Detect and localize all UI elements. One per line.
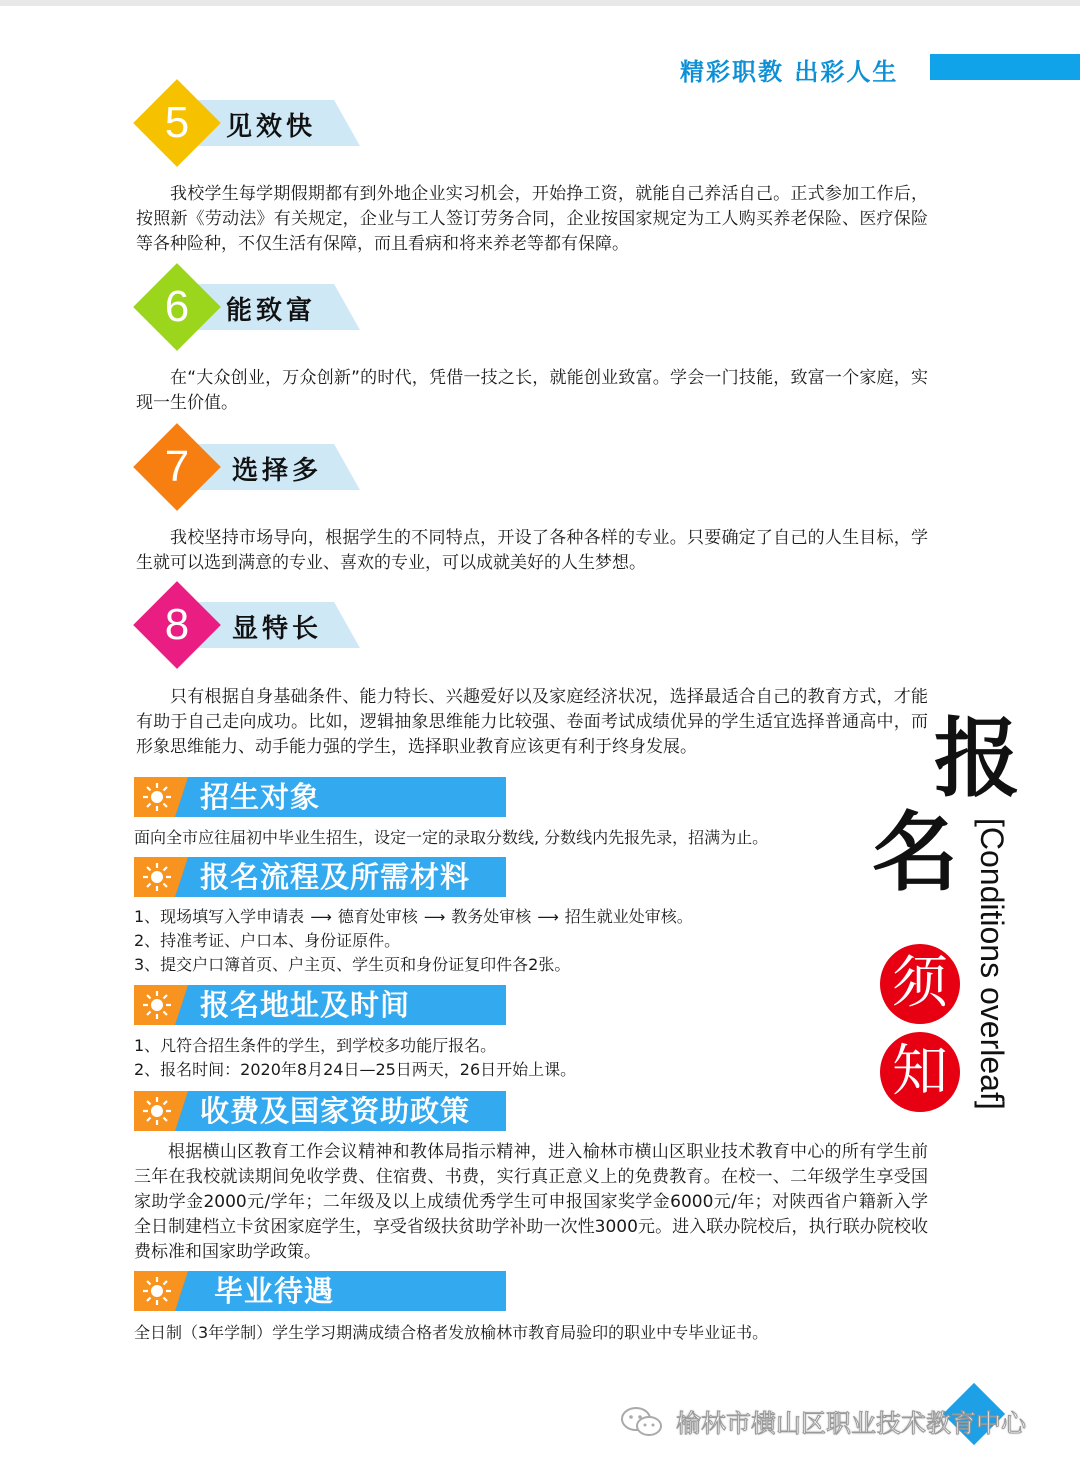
notice-char-ming: 名 [872,802,958,903]
feature-number: 8 [164,600,190,649]
feature-heading-7 [138,426,378,516]
sun-icon [142,1096,172,1126]
address-line-1: 1、凡符合招生条件的学生，到学校多功能厅报名。 [134,1036,497,1055]
process-step-3: 3、提交户口簿首页、户主页、学生页和身份证复印件各2张。 [134,955,571,974]
section-title-fees: 收费及国家资助政策 [200,1094,471,1128]
process-step-moral: 德育处审核 [337,907,418,926]
target-text: 面向全市应往届初中毕业生招生，设定一定的录取分数线, 分数线内先报先录，招满为止。 [134,828,769,847]
sun-icon [142,990,172,1020]
sun-icon [142,862,172,892]
footer-watermark-text: 榆林市横山区职业技术教育中心 [676,1409,1027,1438]
address-line-2: 2、报名时间：2020年8月24日—25日两天，26日开始上课。 [134,1060,577,1079]
feature-title: 能致富 [226,296,317,326]
feature-text-7: 我校坚持市场导向，根据学生的不同特点，开设了各种各样的专业。只要确定了自己的人生目标，学生就可以选到满意的专业、喜欢的专业，可以成就美好的人生梦想。 [136,528,928,573]
header-slogan: 精彩职教 出彩人生 [680,58,899,86]
process-step-academic: 教务处审核 [451,907,532,926]
fees-text: 根据横山区教育工作会议精神和教体局指示精神，进入榆林市横山区职业技术教育中心的所有学生前三年在我校就读期间免收学费、住宿费、书费，实行真正意义上的免费教育。在校一、二年级学生享受国家助学金2000元/学年；二年级及以上成绩优秀学生可申报国家奖学金6000元/年；对陕西省户籍新入学全日制建档立卡贫困家庭学生，享受省级扶贫助学补助一次性3000元。进入联办院校后，执行联办院校收费标准和国家助学政策。 [134,1142,928,1262]
feature-number: 7 [164,442,190,491]
feature-number: 5 [164,98,190,147]
graduation-text: 全日制（3年学制）学生学习期满成绩合格者发放榆林市教育局验印的职业中专毕业证书。 [134,1323,769,1342]
arrow-right-icon: ⟶ [310,908,332,926]
feature-text-5: 我校学生每学期假期都有到外地企业实习机会，开始挣工资，就能自己养活自己。正式参加工作后，按照新《劳动法》有关规定，企业与工人签订劳务合同，企业按国家规定为工人购买养老保险、医疗保险等各种险种，不仅生活有保障，而且看病和将来养老等都有保障。 [136,184,928,254]
process-step-1 [134,905,693,929]
section-title-process: 报名流程及所需材料 [200,860,471,894]
feature-heading-6 [138,266,378,356]
section-title-graduation: 毕业待遇 [214,1274,335,1308]
feature-text-8: 只有根据自身基础条件、能力特长、兴趣爱好以及家庭经济状况，选择最适合自己的教育方式，才能有助于自己走向成功。比如，逻辑抽象思维能力比较强、卷面考试成绩优异的学生适宜选择普通高中，而形象思维能力、动手能力强的学生，选择职业教育应该更有利于终身发展。 [136,687,928,757]
sun-icon [142,1276,172,1306]
notice-circle-zhi: 知 [880,1032,960,1112]
process-step-1-prefix: 1、现场填写入学申请表 [134,907,305,926]
notice-english-vertical [972,818,1012,1160]
feature-heading-8 [138,584,378,674]
notice-english: [Conditions overleaf] [974,818,1010,1110]
feature-title: 选择多 [232,456,323,486]
top-rule [0,0,1080,6]
sun-icon [142,782,172,812]
feature-heading-5 [138,82,378,172]
arrow-right-icon: ⟶ [423,908,446,926]
process-step-2: 2、持准考证、户口本、身份证原件。 [134,931,401,950]
notice-char-bao: 报 [934,708,1020,809]
feature-title: 见效快 [226,112,317,142]
wechat-icon [620,1406,664,1438]
notice-circle-xu: 须 [880,944,960,1024]
section-title-address: 报名地址及时间 [200,988,411,1022]
feature-title: 显特长 [232,614,323,644]
footer-watermark [620,1402,1060,1442]
arrow-right-icon: ⟶ [537,908,559,926]
section-title-target: 招生对象 [200,780,321,814]
header-accent-bar [930,54,1080,80]
process-step-enrollment: 招生就业处审核。 [564,907,693,926]
feature-text-6: 在“大众创业，万众创新”的时代，凭借一技之长，就能创业致富。学会一门技能，致富一个家庭，实现一生价值。 [136,368,928,413]
feature-number: 6 [164,282,190,331]
